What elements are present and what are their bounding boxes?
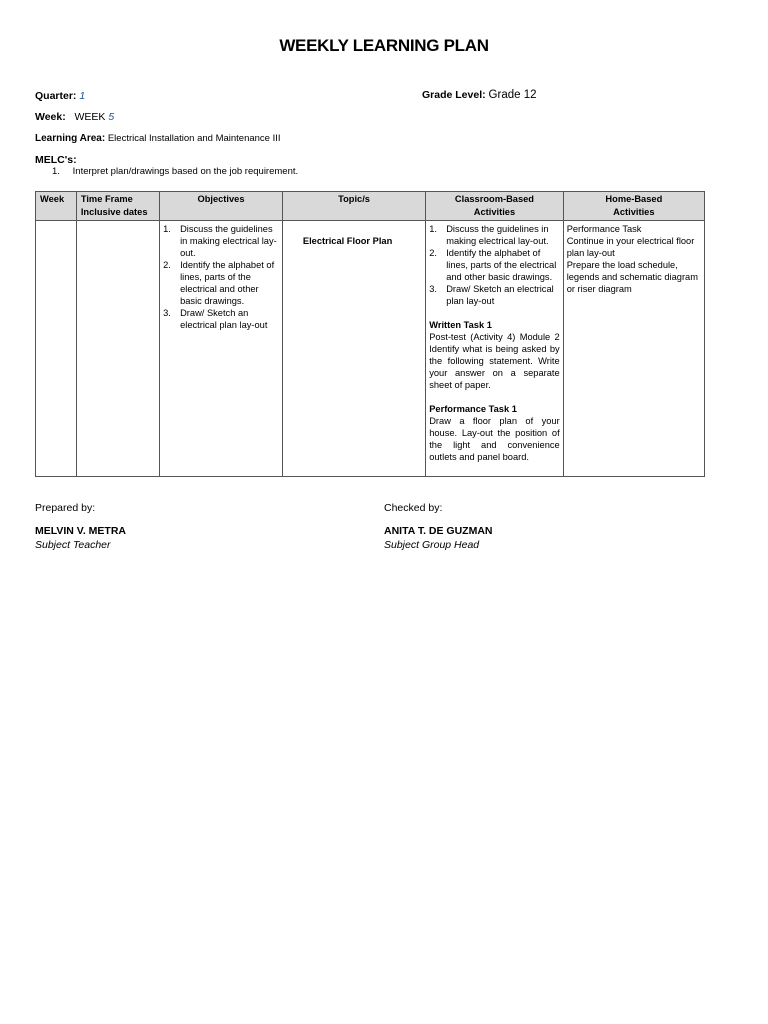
header-time-frame-line1: Time Frame	[80, 194, 133, 204]
prepared-by-role: Subject Teacher	[35, 539, 111, 551]
melc-item-num: 1.	[52, 166, 60, 177]
cell-week	[36, 221, 77, 477]
melcs-label-text: MELC's:	[35, 154, 77, 166]
week-value: 5	[108, 111, 115, 123]
week-field	[35, 111, 114, 123]
list-item-num: 3.	[429, 284, 437, 294]
header-topics: Topic/s	[282, 192, 425, 221]
week-label: Week:	[35, 111, 66, 123]
list-item-text: Draw/ Sketch an electrical plan lay-out	[446, 284, 554, 306]
checked-by-label: Checked by:	[384, 502, 443, 514]
performance-task-title: Performance Task 1	[429, 404, 517, 414]
page-title: WEEKLY LEARNING PLAN	[279, 36, 489, 55]
list-item-num: 1.	[163, 224, 171, 234]
melc-item	[52, 166, 298, 177]
grade-level-label: Grade Level:	[422, 89, 486, 101]
learning-plan-table	[35, 191, 705, 477]
list-item	[429, 283, 559, 307]
quarter-field	[35, 90, 85, 102]
week-prefix: WEEK	[74, 111, 106, 123]
checked-by-name: ANITA T. DE GUZMAN	[384, 525, 493, 537]
cell-classroom	[426, 221, 563, 477]
list-item-num: 2.	[163, 260, 171, 270]
home-line2: Continue in your electrical floor plan lay-out	[566, 236, 695, 258]
checked-by-block	[384, 502, 493, 551]
header-time-frame	[76, 192, 159, 221]
header-classroom-line2: Activities	[473, 207, 516, 217]
list-item-text: Identify the alphabet of lines, parts of the electrical and other basic drawings.	[180, 260, 275, 306]
list-item-num: 1.	[429, 224, 437, 234]
grade-level-value: Grade 12	[488, 89, 537, 101]
home-line3: Prepare the load schedule, legends and schematic diagram or riser diagram	[566, 260, 698, 294]
header-home-line2: Activities	[613, 207, 655, 217]
learning-area-field	[35, 133, 281, 144]
header-time-frame-line2: Inclusive dates	[80, 207, 148, 217]
cell-objectives	[160, 221, 283, 477]
list-item	[429, 247, 559, 283]
table-row	[36, 221, 705, 477]
cell-time-frame	[76, 221, 159, 477]
list-item	[163, 307, 279, 331]
header-home	[563, 192, 704, 221]
learning-area-value: Electrical Installation and Maintenance III	[107, 133, 281, 144]
quarter-label: Quarter:	[35, 90, 77, 102]
performance-task-text: Draw a floor plan of your house. Lay-out the position of the light and convenience outlets and panel board.	[429, 416, 560, 462]
list-item-num: 3.	[163, 308, 171, 318]
cell-topic	[282, 221, 425, 477]
learning-area-label: Learning Area:	[35, 133, 106, 144]
prepared-by-name: MELVIN V. METRA	[35, 525, 127, 537]
header-objectives: Objectives	[160, 192, 283, 221]
list-item-text: Identify the alphabet of lines, parts of the electrical and other basic drawings.	[446, 248, 557, 282]
list-item-text: Discuss the guidelines in making electrical lay-out.	[180, 224, 277, 258]
home-line1: Performance Task	[566, 224, 642, 234]
written-task-text: Post-test (Activity 4) Module 2 Identify what is being asked by the following statement. Write your answer on a separate sheet of paper.	[429, 332, 560, 390]
list-item-text: Draw/ Sketch an electrical plan lay-out	[180, 308, 268, 330]
prepared-by-label: Prepared by:	[35, 502, 96, 514]
objectives-list	[163, 223, 279, 331]
written-task-title: Written Task 1	[429, 320, 492, 330]
cell-home	[563, 221, 704, 477]
melc-item-text: Interpret plan/drawings based on the job requirement.	[72, 166, 299, 177]
header-home-line1: Home-Based	[605, 194, 663, 204]
list-item	[163, 259, 279, 307]
prepared-by-block	[35, 502, 126, 551]
melcs-label	[35, 154, 77, 166]
list-item-num: 2.	[429, 248, 437, 258]
classroom-list	[429, 223, 559, 307]
list-item-text: Discuss the guidelines in making electrical lay-out.	[446, 224, 549, 246]
list-item	[429, 223, 559, 247]
topic-text: Electrical Floor Plan	[302, 236, 393, 246]
checked-by-role: Subject Group Head	[384, 539, 480, 551]
header-week: Week	[36, 192, 77, 221]
list-item	[163, 223, 279, 259]
header-classroom-line1: Classroom-Based	[454, 194, 534, 204]
grade-level-field	[422, 89, 537, 101]
header-classroom	[426, 192, 563, 221]
quarter-value: 1	[79, 90, 86, 102]
table-header-row	[36, 192, 705, 221]
